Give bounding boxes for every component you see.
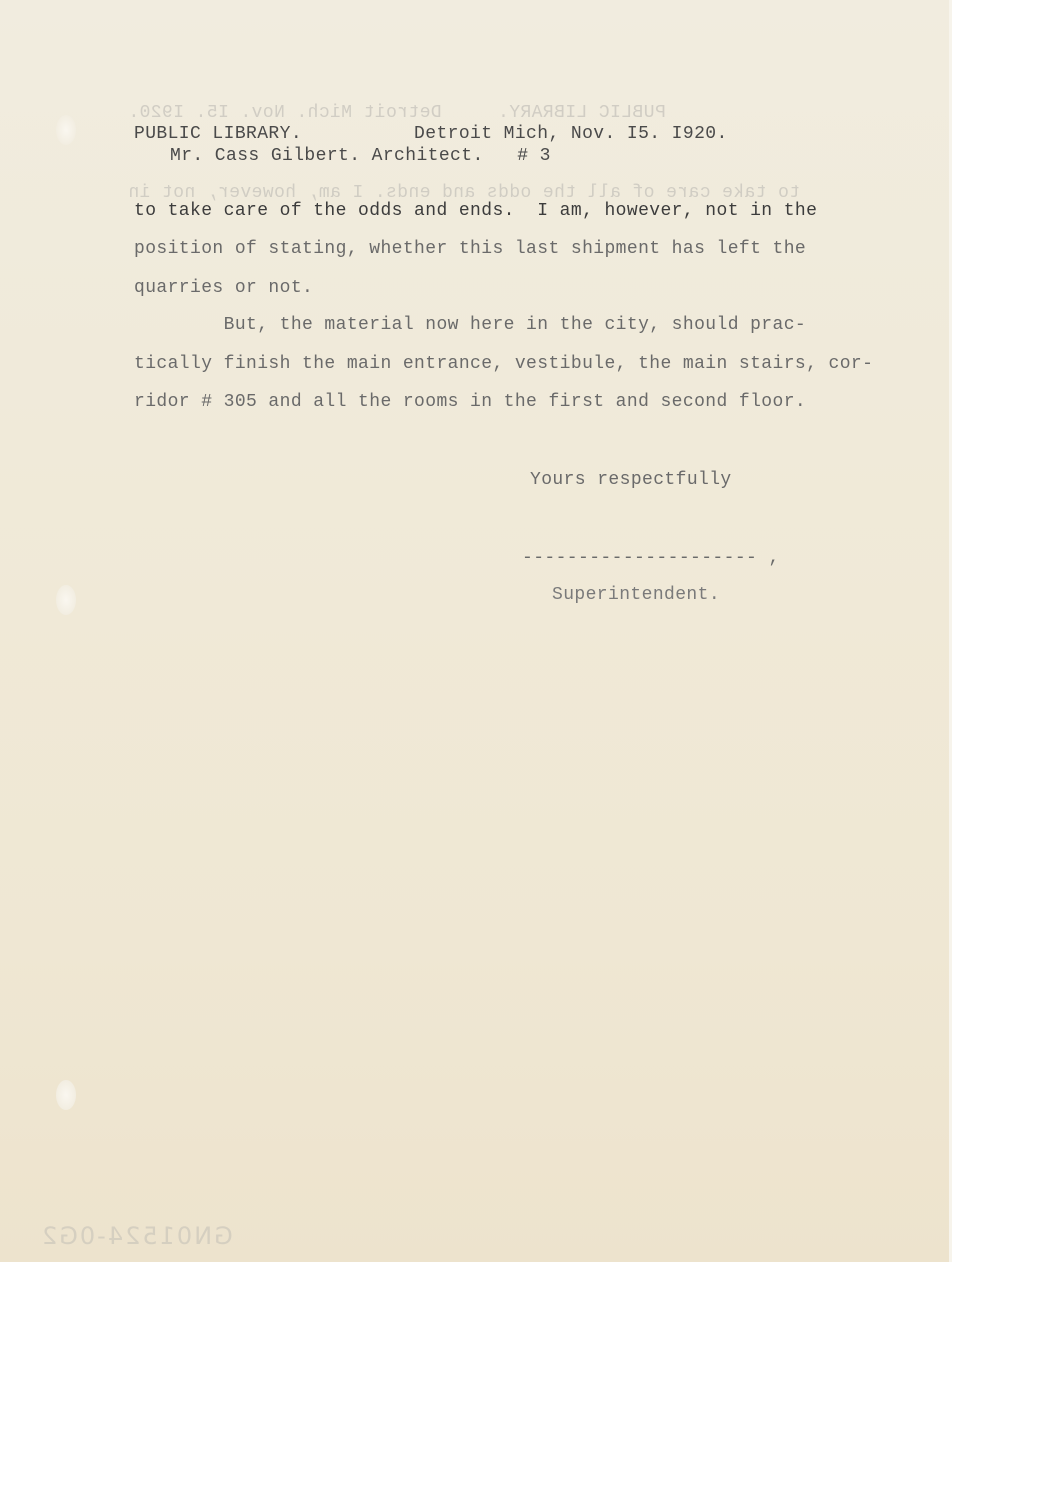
body-line-1: to take care of the odds and ends. I am, however, not in the	[134, 201, 818, 221]
body-line-3: quarries or not.	[134, 278, 314, 298]
bleed-through-header: PUBLIC LIBRARY. Detroit Mich. Nov. I5. I920.	[128, 103, 666, 123]
archive-stamp: GN01524-0G2	[40, 1222, 233, 1250]
body-line-6: ridor # 305 and all the rooms in the first and second floor.	[134, 392, 807, 412]
body-line-2: position of stating, whether this last shipment has left the	[134, 239, 807, 259]
letter-header-line-1: PUBLIC LIBRARY. Detroit Mich, Nov. I5. I920.	[134, 124, 728, 144]
closing-salutation: Yours respectfully	[530, 470, 732, 490]
letter-header-line-2: Mr. Cass Gilbert. Architect. # 3	[170, 146, 551, 166]
body-line-4: But, the material now here in the city, should prac-	[134, 315, 807, 335]
signer-title: Superintendent.	[552, 585, 721, 605]
bleed-through-body: to take care of all the odds and ends. I am, however, not in	[128, 183, 801, 203]
signature-line: --------------------- ,	[522, 548, 780, 568]
punch-hole	[56, 115, 76, 145]
punch-hole	[56, 585, 76, 615]
punch-hole	[56, 1080, 76, 1110]
body-line-5: tically finish the main entrance, vestibule, the main stairs, cor-	[134, 354, 874, 374]
